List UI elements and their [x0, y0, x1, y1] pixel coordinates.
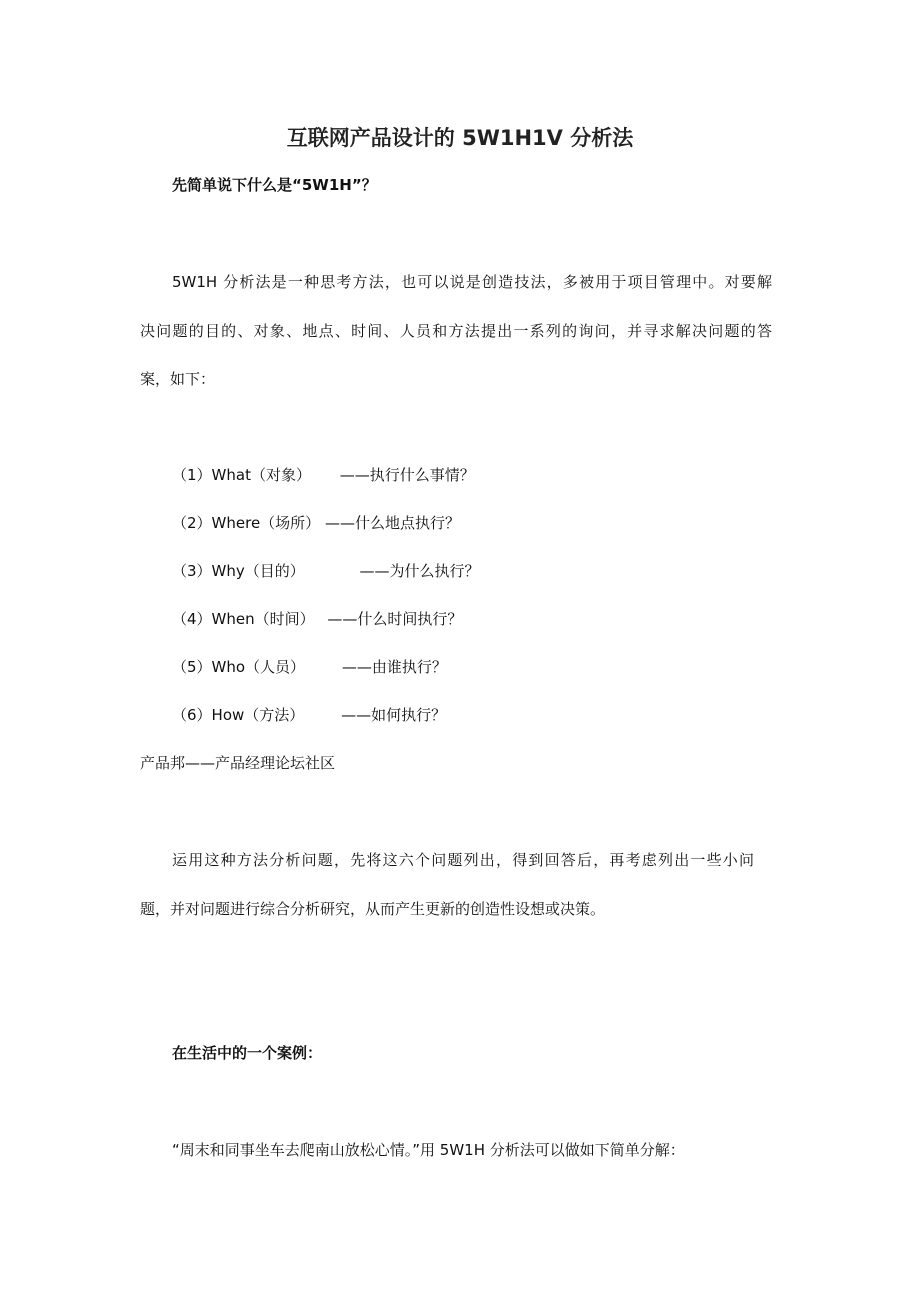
- item-label: （5）Who（人员）: [172, 658, 306, 676]
- list-item: [172, 465, 475, 485]
- paragraph2-line2: 题，并对问题进行综合分析研究，从而产生更新的创造性设想或决策。: [140, 900, 606, 918]
- list-item: [172, 561, 480, 581]
- paragraph2-line1: 运用这种方法分析问题，先将这六个问题列出，得到回答后，再考虑列出一些小问: [172, 851, 754, 869]
- item-label: （2）Where（场所）: [172, 514, 321, 532]
- list-item: [172, 609, 462, 629]
- list-item: [172, 705, 446, 725]
- source-line: 产品邦——产品经理论坛社区: [140, 754, 336, 772]
- paragraph1-line2: 决问题的目的、对象、地点、时间、人员和方法提出一系列的询问，并寻求解决问题的答: [140, 322, 772, 340]
- item-desc: ——执行什么事情？: [339, 466, 475, 484]
- paragraph1-line1: 5W1H 分析法是一种思考方法，也可以说是创造技法，多被用于项目管理中。对要解: [172, 273, 772, 291]
- item-desc: ——为什么执行？: [359, 562, 480, 580]
- item-label: （6）How（方法）: [172, 706, 305, 724]
- item-label: （4）When（时间）: [172, 610, 315, 628]
- item-desc: ——什么时间执行？: [327, 610, 463, 628]
- item-desc: ——由谁执行？: [341, 658, 447, 676]
- item-label: （1）What（对象）: [172, 466, 311, 484]
- example-text: “周末和同事坐车去爬南山放松心情。”用 5W1H 分析法可以做如下简单分解：: [172, 1141, 685, 1159]
- list-item: [172, 513, 460, 533]
- item-label: （3）Why（目的）: [172, 562, 305, 580]
- item-desc: ——如何执行？: [341, 706, 447, 724]
- list-item: [172, 657, 447, 677]
- heading-life-example: 在生活中的一个案例：: [172, 1044, 323, 1062]
- heading-what-is-5w1h: 先简单说下什么是“5W1H”？: [172, 176, 377, 194]
- paragraph1-line3: 案，如下：: [140, 370, 216, 388]
- item-desc: ——什么地点执行？: [324, 514, 460, 532]
- document-title: 互联网产品设计的 5W1H1V 分析法: [286, 126, 634, 150]
